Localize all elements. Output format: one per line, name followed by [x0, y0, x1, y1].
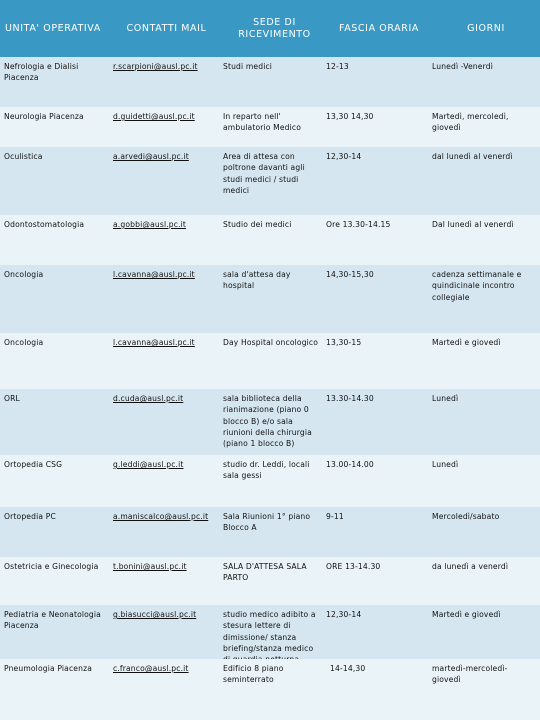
- table-row: [0, 215, 540, 265]
- ora-cell: 12-13: [326, 62, 349, 71]
- ora-cell: Ore 13.30-14.15: [326, 220, 391, 229]
- giorni-cell: Lunedì: [432, 460, 459, 469]
- unit-cell: Oculistica: [4, 152, 43, 161]
- mail-link[interactable]: a.maniscalco@ausl.pc.it: [113, 512, 209, 521]
- unit-cell: Ortopedia PC: [4, 512, 56, 521]
- sede-cell: Day Hospital oncologico: [223, 338, 319, 347]
- table-row: [0, 107, 540, 147]
- ora-cell: 12,30-14: [326, 610, 362, 619]
- sede-cell: Studio dei medici: [223, 220, 292, 229]
- giorni-cell: Martedì e giovedì: [432, 338, 501, 347]
- header-unit: UNITA' OPERATIVA: [5, 22, 101, 34]
- giorni-cell: Lunedì: [432, 394, 459, 403]
- mail-link[interactable]: t.bonini@ausl.pc.it: [113, 562, 187, 571]
- unit-cell: Neurologia Piacenza: [4, 112, 84, 121]
- giorni-cell: da lunedì a venerdì: [432, 562, 509, 571]
- mail-link[interactable]: a.arvedi@ausl.pc.it: [113, 152, 189, 161]
- sede-cell: Sala Riunioni 1° piano Blocco A: [223, 512, 311, 533]
- table-row: [0, 389, 540, 455]
- unit-cell: Nefrologia e Dialisi Piacenza: [4, 62, 79, 83]
- ora-cell: 13,30 14,30: [326, 112, 374, 121]
- unit-cell: Ostetricia e Ginecologia: [4, 562, 99, 571]
- unit-cell: Oncologia: [4, 270, 44, 279]
- header-giorni: GIORNI: [467, 22, 505, 34]
- sede-cell: studio medico adibito a stesura lettere di dimissione/ stanza briefing/stanza medico: [223, 610, 316, 653]
- unit-cell: Pediatria e Neonatologia Piacenza: [4, 610, 101, 631]
- header-mail: CONTATTI MAIL: [126, 22, 207, 34]
- unit-cell: Oncologia: [4, 338, 44, 347]
- table-row: [0, 147, 540, 215]
- giorni-cell: Martedì, mercoledì, giovedì: [432, 112, 509, 133]
- mail-link[interactable]: l.cavanna@ausl.pc.it: [113, 270, 195, 279]
- mail-link[interactable]: d.cuda@ausl.pc.it: [113, 394, 184, 403]
- giorni-cell: cadenza settimanale e quindicinale incontro collegiale: [432, 270, 522, 302]
- sede-cell: SALA D'ATTESA SALA PARTO: [223, 562, 307, 583]
- sede-cell: In reparto nell' ambulatorio Medico: [223, 112, 302, 133]
- sede-cell: sala d'attesa day hospital: [223, 270, 291, 291]
- table-row: [0, 265, 540, 333]
- giorni-cell: martedì-mercoledì-giovedì: [432, 664, 508, 685]
- unit-cell: Pneumologia Piacenza: [4, 664, 93, 673]
- table-row: [0, 507, 540, 557]
- mail-link[interactable]: c.franco@ausl.pc.it: [113, 664, 189, 673]
- giorni-cell: Mercoledì/sabato: [432, 512, 500, 521]
- header-sede: SEDE DI RICEVIMENTO: [238, 16, 311, 40]
- sede-cell: Area di attesa con poltrone davanti agli studi medici / studi medici: [223, 152, 305, 195]
- table-row: [0, 333, 540, 389]
- sede-cell: Edificio 8 piano seminterrato: [223, 664, 284, 685]
- sede-cell: Studi medici: [223, 62, 273, 71]
- ora-cell: 13.00-14.00: [326, 460, 374, 469]
- header-ora: FASCIA ORARIA: [339, 22, 419, 34]
- ora-cell: 14,30-15,30: [326, 270, 374, 279]
- giorni-cell: Lunedì -Venerdì: [432, 62, 493, 71]
- table-row: [0, 557, 540, 605]
- ora-cell: ORE 13-14.30: [326, 562, 381, 571]
- mail-link[interactable]: g.biasucci@ausl.pc.it: [113, 610, 197, 619]
- mail-link[interactable]: g.leddi@ausl.pc.it: [113, 460, 184, 469]
- giorni-cell: Martedì e giovedì: [432, 610, 501, 619]
- table-row: [0, 605, 540, 659]
- mail-link[interactable]: a.gobbi@ausl.pc.it: [113, 220, 187, 229]
- unit-cell: ORL: [4, 394, 20, 403]
- ora-cell: 9-11: [326, 512, 344, 521]
- ora-cell: 13.30-14.30: [326, 394, 374, 403]
- sede-cell: sala biblioteca della rianimazione (piano 0 blocco B) e/o sala riunioni della chirurgia (piano 1 blocco B): [223, 394, 312, 449]
- giorni-cell: dal lunedì al venerdì: [432, 152, 513, 161]
- ora-cell: 14-14,30: [330, 664, 366, 673]
- ora-cell: 13,30-15: [326, 338, 362, 347]
- ora-cell: 12,30-14: [326, 152, 362, 161]
- table-row: [0, 659, 540, 720]
- unit-cell: Odontostomatologia: [4, 220, 85, 229]
- mail-link[interactable]: l.cavanna@ausl.pc.it: [113, 338, 195, 347]
- unit-cell: Ortopedia CSG: [4, 460, 63, 469]
- sede-cell: studio dr. Leddi, locali sala gessi: [223, 460, 310, 481]
- table-row: [0, 455, 540, 507]
- mail-link[interactable]: d.guidetti@ausl.pc.it: [113, 112, 195, 121]
- giorni-cell: Dal lunedì al venerdì: [432, 220, 514, 229]
- table-row: [0, 57, 540, 107]
- mail-link[interactable]: r.scarpioni@ausl.pc.it: [113, 62, 198, 71]
- table-header: [0, 0, 540, 57]
